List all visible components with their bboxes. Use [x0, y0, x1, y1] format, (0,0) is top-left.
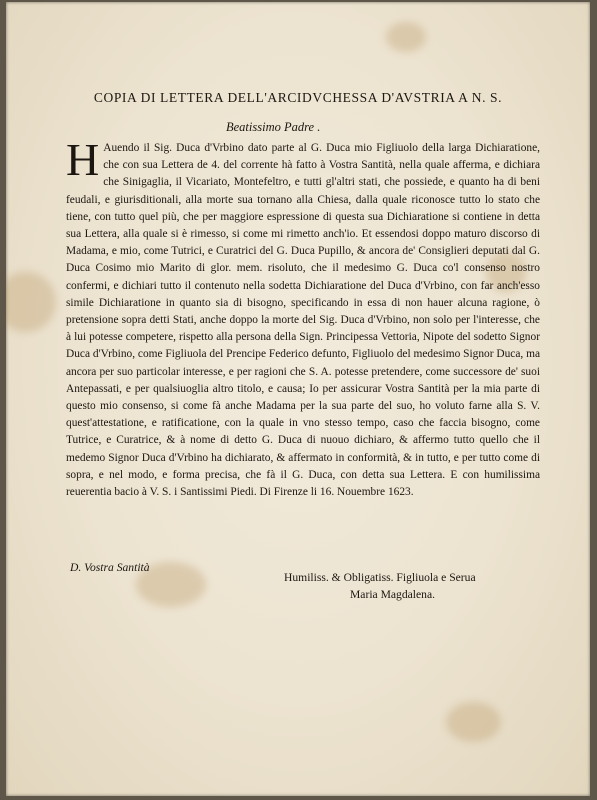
- foxing-stain: [6, 272, 56, 332]
- paper-sheet: [6, 2, 590, 796]
- drop-cap: H: [66, 134, 100, 185]
- foxing-stain: [386, 22, 426, 52]
- foxing-stain: [446, 702, 501, 742]
- letter-body-text: Auendo il Sig. Duca d'Vrbino dato parte al G. Duca mio Figliuolo della larga Dichiaratione, che con sua Lettera de 4. del corrente hà fatto à Vostra Santità, nella quale afferma, e dichiara che Sinigaglia, il Vicariato, Montefeltro, e tutti gl'altri stati, che possiede, e quanto ha di beni feudali, e giurisditionali, alla morte sua tornano alla Chiesa, dalla quale riconosce tutto lo stato che tiene, con tutto quel più, che per maggiore espressione di questa sua Dichiaratione si contiene in detta sua Lettera, alla quale si è rimesso, si come mi rimetto anch'io. Et essendosi doppo maturo discorso di Madama, e mio, come Tutrici, e Curatrici del G. Duca Pupillo, & ancora de' Consiglieri deputati dal G. Duca Cosimo mio Marito di glor. mem. risoluto, che il medesimo G. Duca co'l consenso nostro confermi, e dichiari tutto il contenuto nella sodetta Dichiaratione del Duca d'Vrbino, con far anch'esso simile Dichiaratione in quanto sia di bisogno, specificando in essa di non hauer alcuna ragione, ò pretensione sopra detti Stati, anche doppo la morte del Sig. Duca d'Vrbino, non solo per l'interesse, che à lui potesse competere, rispetto alla persona della Sign. Principessa Vettoria, Nipote del sodetto Signor Duca d'Vrbino, come Figliuola del Prencipe Federico defunto, Figliuolo del medesimo Signor Duca, ma ancora per suo particolar interesse, e per ragioni che S. A. potesse pretendere, come successore de' suoi Antepassati, e per qualsiuoglia altro titolo, e causa; Io per assicurar Vostra Santità per la mia parte di questo mio consenso, si come fà anche Madama per la sua parte del suo, ho voluto farne alla S. V. quest'attestatione, e ratificatione, con la quale in vno stesso tempo, caso che faccia bisogno, come Tutrice, e Curatrice, & à nome di detto G. Duca di nuouo dichiaro, & affermo tutto quello che il medemo Signor Duca d'Vrbino ha dichiarato, & affermato in conformità, & in tutto, e per tutto come di sopra, e nel modo, e forma precisa, che fà il G. Duca, con detta sua Lettera. E con humilissima reuerentia bacio à V. S. i Santissimi Piedi. Di Firenze li 16. Nouembre 1623.: [66, 142, 540, 499]
- salutation: Beatissimo Padre .: [226, 120, 321, 134]
- signature-name: Maria Magdalena.: [350, 588, 435, 601]
- letter-body: [66, 134, 540, 501]
- document-heading: COPIA DI LETTERA DELL'ARCIDVCHESSA D'AVSTRIA A N. S.: [93, 90, 503, 105]
- closing-signature-block: [284, 569, 476, 603]
- closing-address: D. Vostra Santità: [70, 561, 150, 574]
- closing-formula: Humiliss. & Obligatiss. Figliuola e Serua: [284, 571, 476, 584]
